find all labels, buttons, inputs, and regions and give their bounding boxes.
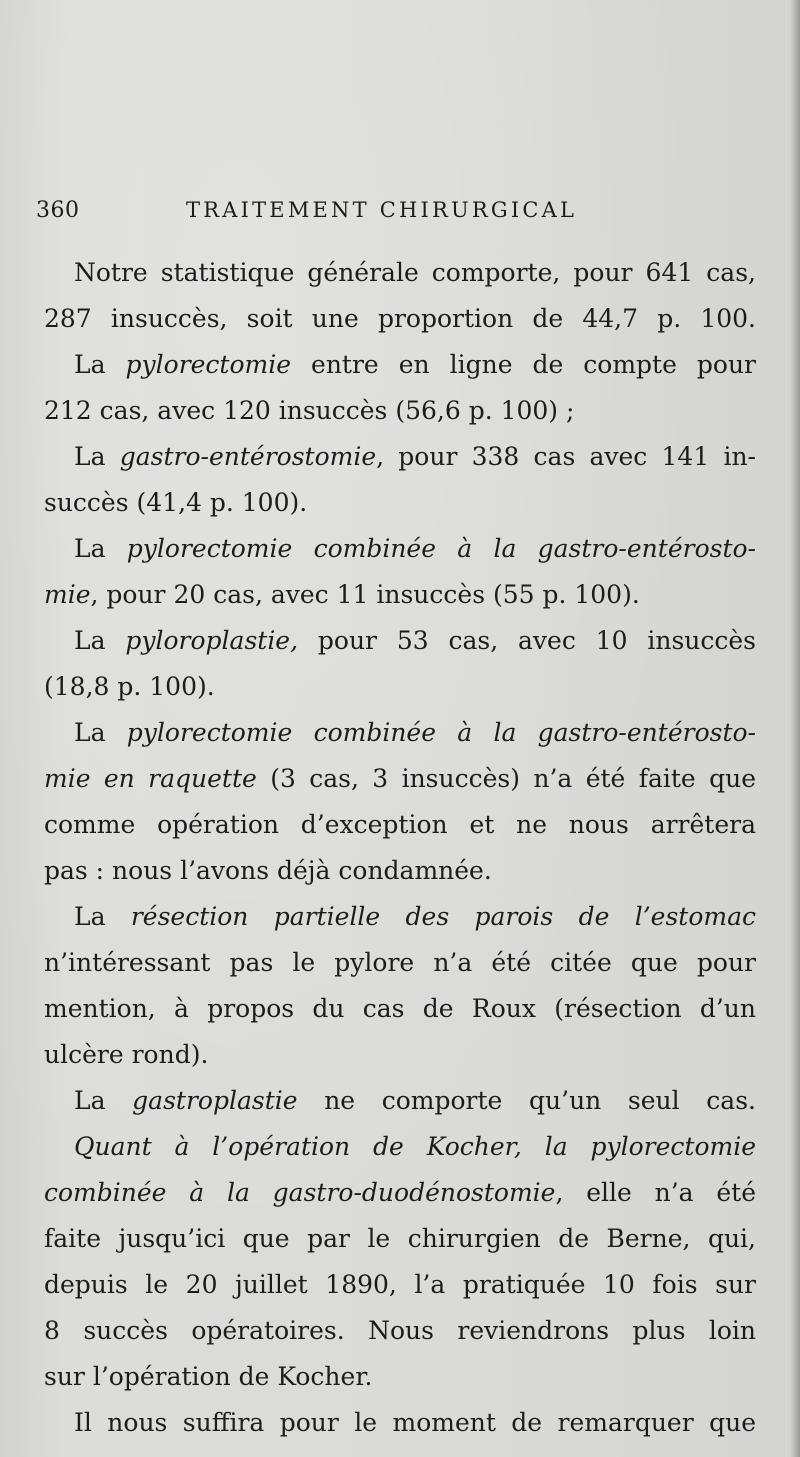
text-segment: comme opération d’exception et ne nous arrêtera [44, 810, 756, 839]
text-line [44, 1170, 756, 1216]
text-segment: n’intéressant pas le pylore n’a été citée que pour [44, 948, 756, 977]
text-segment: 8 succès opératoires. Nous reviendrons plus loin [44, 1316, 756, 1345]
italic-term: pylorectomie combinée à la gastro-entérosto- [126, 718, 756, 747]
text-segment: entre en ligne de compte pour [291, 350, 756, 379]
text-line [44, 342, 756, 388]
text-line [44, 1078, 756, 1124]
text-line [44, 480, 756, 526]
text-segment: , elle n’a été [555, 1178, 756, 1207]
text-line [44, 1308, 756, 1354]
italic-term: mie en raquette [44, 764, 257, 793]
text-line [44, 618, 756, 664]
italic-term: mie [44, 580, 91, 609]
text-line [44, 1032, 756, 1078]
page-header [36, 198, 776, 230]
text-line [44, 1400, 756, 1446]
text-segment: La [74, 626, 126, 655]
text-line [44, 940, 756, 986]
text-segment: sur l’opération de Kocher. [44, 1362, 373, 1391]
text-segment: La [74, 442, 120, 471]
italic-term: gastro-entérostomie [119, 442, 377, 471]
italic-term: pyloroplastie, [125, 626, 299, 655]
italic-term: Quant à l’opération de Kocher, la pylorectomie [74, 1132, 756, 1161]
page-number: 360 [36, 198, 80, 223]
text-segment: La [74, 1086, 133, 1115]
text-line [44, 894, 756, 940]
text-segment: pas : nous l’avons déjà condamnée. [44, 856, 492, 885]
text-segment: ne comporte qu’un seul cas. [297, 1086, 756, 1115]
text-segment: succès (41,4 p. 100). [44, 488, 308, 517]
text-line [44, 664, 756, 710]
text-segment: Notre statistique générale comporte, pour 641 cas, [74, 258, 756, 287]
text-line [44, 1216, 756, 1262]
running-head: TRAITEMENT CHIRURGICAL [186, 198, 578, 222]
text-segment: , pour 338 cas avec 141 in- [376, 442, 756, 471]
text-segment: faite jusqu’ici que par le chirurgien de Berne, qui, [44, 1224, 756, 1253]
text-segment: mention, à propos du cas de Roux (résection d’un [44, 994, 756, 1023]
text-line [44, 250, 756, 296]
italic-term: pylorectomie [125, 350, 292, 379]
text-segment: La [74, 350, 126, 379]
text-line [44, 296, 756, 342]
italic-term: gastroplastie [132, 1086, 298, 1115]
text-segment: 287 insuccès, soit une proportion de 44,7 p. 100. [44, 304, 756, 333]
text-segment: Il nous suffira pour le moment de remarquer que [74, 1408, 756, 1437]
text-line [44, 756, 756, 802]
italic-term: résection partielle des parois de l’estomac [130, 902, 756, 931]
text-segment: , pour 20 cas, avec 11 insuccès (55 p. 100). [90, 580, 640, 609]
text-line [44, 434, 756, 480]
text-segment: La [74, 718, 127, 747]
text-line [44, 848, 756, 894]
text-line [44, 388, 756, 434]
text-line [44, 710, 756, 756]
text-line [44, 1354, 756, 1400]
text-segment: La [74, 902, 131, 931]
text-line [44, 1262, 756, 1308]
text-line [44, 1124, 756, 1170]
italic-term: pylorectomie combinée à la gastro-entérosto- [126, 534, 756, 563]
text-segment: pour 53 cas, avec 10 insuccès [298, 626, 756, 655]
text-segment: (3 cas, 3 insuccès) n’a été faite que [256, 764, 756, 793]
text-line [44, 572, 756, 618]
body-text [44, 250, 756, 1446]
text-segment: depuis le 20 juillet 1890, l’a pratiquée 10 fois sur [44, 1270, 756, 1299]
italic-term: combinée à la gastro-duodénostomie [44, 1178, 556, 1207]
text-segment: ulcère rond). [44, 1040, 209, 1069]
text-segment: (18,8 p. 100). [44, 672, 215, 701]
page-edge-shadow [790, 0, 800, 1457]
text-line [44, 802, 756, 848]
text-line [44, 526, 756, 572]
text-line [44, 986, 756, 1032]
text-segment: La [74, 534, 127, 563]
text-segment: 212 cas, avec 120 insuccès (56,6 p. 100) ; [44, 396, 575, 425]
